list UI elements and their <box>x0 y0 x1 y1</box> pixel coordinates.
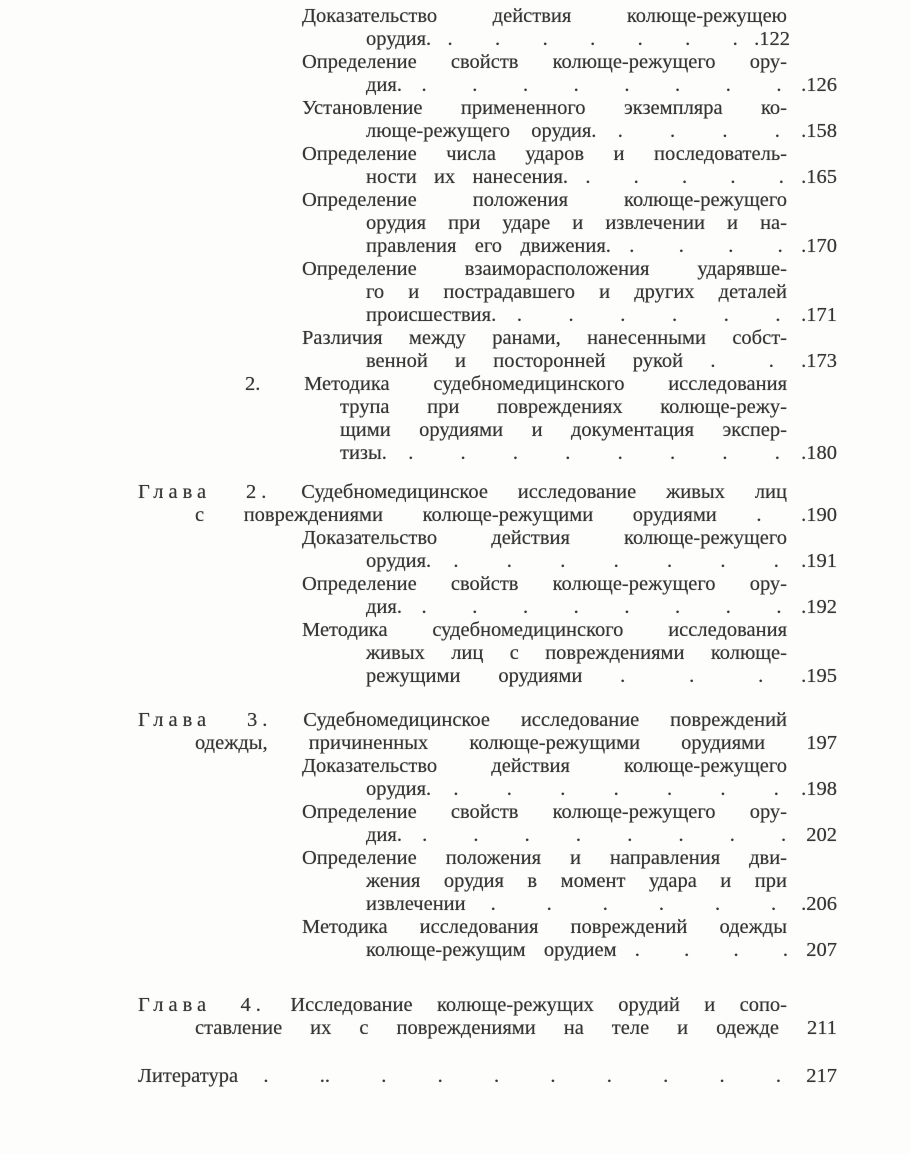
page-number: .122 <box>754 28 791 50</box>
toc-entry-line <box>0 281 910 304</box>
entry-title-text: орудия. <box>366 28 432 50</box>
entry-title-text: дия. <box>366 824 402 846</box>
entry-title-text: колюще-режущим орудием <box>366 939 617 961</box>
entry-title-text: орудия. <box>366 550 432 572</box>
page-number: .173 <box>801 350 838 372</box>
entry-title-text: жения орудия в момент удара и при <box>366 870 787 892</box>
toc-chapter-line <box>0 994 910 1017</box>
toc-entry-line <box>0 212 910 235</box>
entry-title-text: Определение положения колюще-режущего <box>302 189 787 211</box>
entry-title-text: Определение взаиморасположения ударявше- <box>302 258 787 280</box>
toc-entry-line <box>0 442 910 465</box>
entry-title-text: Судебномедицинское исследование живых лиц <box>301 481 788 503</box>
toc-entry-line <box>0 665 910 688</box>
page-number: .170 <box>801 235 838 257</box>
toc-entry-line <box>0 732 910 755</box>
leader-dots: . . . . <box>617 120 780 142</box>
page-number: .126 <box>801 74 838 96</box>
leader-dots: . . . . . . . . <box>422 824 787 846</box>
entry-title-text: ставление их с повреждениями на теле и одежде <box>195 1017 780 1039</box>
entry-title-text: 2. Методика судебномедицинского исследования <box>245 373 787 395</box>
entry-title-text: живых лиц с повреждениями колюще- <box>366 642 787 664</box>
page-number: .190 <box>801 504 838 526</box>
toc-entry-line <box>0 550 910 573</box>
page-number: 207 <box>806 939 838 961</box>
page-number: .165 <box>801 166 838 188</box>
entry-title-text: люще-режущего орудия. <box>366 120 597 142</box>
toc-entry-line <box>0 596 910 619</box>
chapter-label: Глава 3. <box>138 709 273 731</box>
toc-entry-line <box>0 824 910 847</box>
entry-title-text: щими орудиями и документация экспер- <box>340 419 787 441</box>
entry-title-text: Методика исследования повреждений одежды <box>302 916 787 938</box>
toc-entry-line <box>0 847 910 870</box>
page-number: .206 <box>801 893 838 915</box>
table-of-contents <box>0 5 910 1088</box>
page-number: .191 <box>801 550 838 572</box>
toc-chapter-line <box>0 481 910 504</box>
page-number: .171 <box>801 304 838 326</box>
toc-entry-line <box>0 258 910 281</box>
toc-entry-line <box>0 166 910 189</box>
page-number: .158 <box>801 120 838 142</box>
entry-title-text: Исследование колюще-режущих орудий и сопо- <box>290 994 788 1016</box>
toc-entry-line <box>0 327 910 350</box>
entry-title-text: орудия при ударе и извлечении и на- <box>366 212 787 234</box>
entry-title-text: происшествия. <box>366 304 497 326</box>
entry-title-text: трупа при повреждениях колюще-режу- <box>340 396 787 418</box>
entry-title-text: венной и посторонней рукой <box>366 350 684 372</box>
toc-entry-line <box>0 51 910 74</box>
entry-title-text: с повреждениями колюще-режущими орудиями <box>195 504 717 526</box>
toc-entry-line <box>0 373 910 396</box>
page-number: 197 <box>806 732 837 754</box>
toc-chapter-line <box>0 709 910 732</box>
entry-title-text: го и пострадавшего и других деталей <box>366 281 787 303</box>
leader-dots: . . . . . . . . <box>408 442 780 464</box>
toc-entry-line <box>0 801 910 824</box>
page-number: 217 <box>806 1065 838 1087</box>
toc-entry-line <box>0 396 910 419</box>
toc-entry-line <box>0 189 910 212</box>
entry-title-text: Определение положения и направления дви- <box>302 847 787 869</box>
toc-entry-line <box>0 504 910 527</box>
leader-dots: . . . . . . . <box>453 550 779 572</box>
leader-dots: . . . <box>620 665 764 687</box>
toc-entry-line <box>0 235 910 258</box>
leader-dots: . . . . . . <box>490 893 777 915</box>
page-number: 202 <box>806 824 838 846</box>
entry-title-text: Доказательство действия колюще-режущею <box>302 5 787 27</box>
entry-title-text: Методика судебномедицинского исследования <box>302 619 787 641</box>
toc-entry-line <box>0 573 910 596</box>
toc-entry-line <box>0 642 910 665</box>
entry-title-text: правления его движения. <box>366 235 611 257</box>
page-number: .198 <box>801 778 838 800</box>
entry-title-text: извлечении <box>366 893 466 915</box>
toc-entry-line <box>0 419 910 442</box>
toc-entry-line <box>0 304 910 327</box>
toc-entry-line <box>0 527 910 550</box>
leader-dots: . . . . . . . <box>453 778 779 800</box>
leader-dots: . . . . <box>634 939 789 961</box>
entry-title-text: Установление примененного экземпляра ко- <box>302 97 787 119</box>
toc-entry-line <box>0 778 910 801</box>
entry-title-text: Доказательство действия колюще-режущего <box>302 527 787 549</box>
toc-entry-line <box>0 28 910 51</box>
toc-entry-line <box>0 350 910 373</box>
entry-title-text: Доказательство действия колюще-режущего <box>302 755 787 777</box>
toc-entry-line <box>0 120 910 143</box>
entry-title-text: Определение свойств колюще-режущего ору- <box>302 801 787 823</box>
toc-entry-line <box>0 619 910 642</box>
entry-title-text: режущими орудиями <box>366 665 583 687</box>
leader-dots: . . . . . . . . <box>421 596 782 618</box>
entry-title-text: Различия между ранами, нанесенными собст- <box>302 327 787 349</box>
toc-entry-line <box>0 1065 910 1088</box>
leader-dots: . . <box>710 350 774 372</box>
chapter-label: Глава 4. <box>138 994 266 1016</box>
leader-dots: . <box>756 504 762 526</box>
toc-entry-line <box>0 916 910 939</box>
page-number: .192 <box>801 596 838 618</box>
toc-entry-line <box>0 143 910 166</box>
page-number: .195 <box>801 665 838 687</box>
entry-title-text: Определение числа ударов и последователь- <box>302 143 787 165</box>
page-number: 211 <box>807 1017 838 1039</box>
toc-entry-line <box>0 755 910 778</box>
toc-entry-line <box>0 939 910 962</box>
toc-entry-line <box>0 74 910 97</box>
entry-title-text: дия. <box>366 596 402 618</box>
toc-entry-line <box>0 893 910 916</box>
entry-title-text: ности их нанесения. <box>366 166 569 188</box>
leader-dots: . .. . . . . . . . . <box>263 1065 782 1087</box>
entry-title-text: одежды, причиненных колюще-режущими орудиями <box>195 732 766 754</box>
entry-title-text: орудия. <box>366 778 432 800</box>
toc-entry-line <box>0 97 910 120</box>
chapter-label: Глава 2. <box>138 481 272 503</box>
page-number: .180 <box>801 442 838 464</box>
toc-entry-line <box>0 870 910 893</box>
entry-title-text: дия. <box>366 74 402 96</box>
entry-title-text: Определение свойств колюще-режущего ору- <box>302 573 787 595</box>
entry-title-text: тизы. <box>340 442 387 464</box>
entry-title-text: Определение свойств колюще-режущего ору- <box>302 51 787 73</box>
entry-title-text: Литература <box>138 1065 239 1087</box>
toc-entry-line <box>0 5 910 28</box>
entry-title-text: Судебномедицинское исследование повреждений <box>303 709 788 731</box>
leader-dots: . . . . . . <box>516 304 781 326</box>
leader-dots: . . . . . . . . <box>421 74 782 96</box>
leader-dots: . . . . . <box>585 166 784 188</box>
leader-dots: . . . . . . . <box>447 28 738 50</box>
toc-entry-line <box>0 1017 910 1040</box>
leader-dots: . . . . <box>629 235 783 257</box>
